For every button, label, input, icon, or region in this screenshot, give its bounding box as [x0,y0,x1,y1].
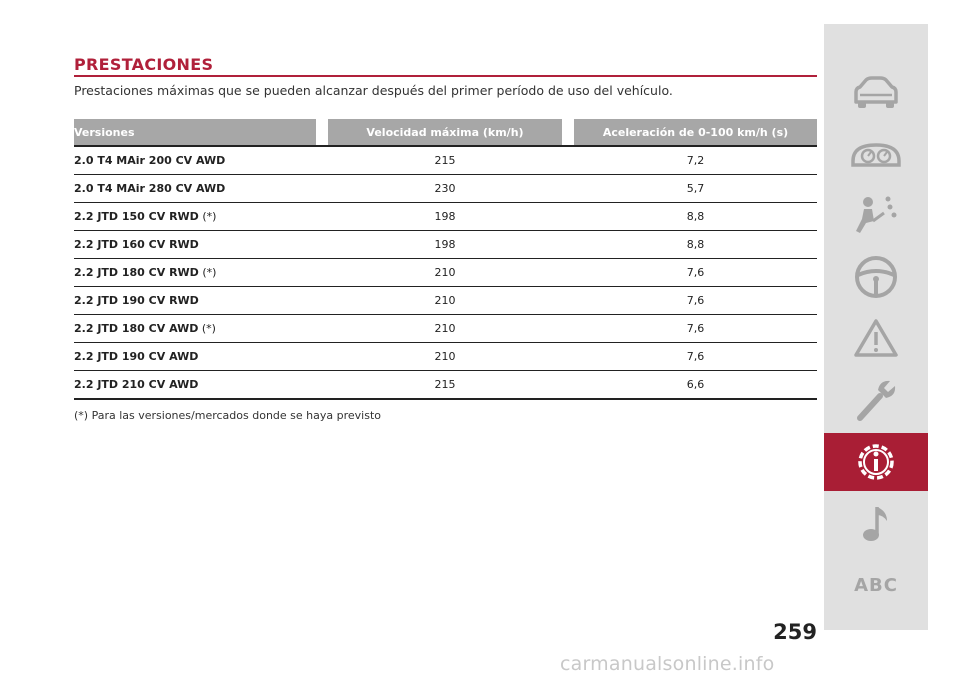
version-name: 2.2 JTD 160 CV RWD [74,238,199,251]
max-speed-cell: 198 [328,231,562,259]
warning-triangle-icon [853,318,899,358]
sidebar-item-car[interactable] [824,64,928,122]
column-gap [316,175,328,203]
max-speed-cell: 210 [328,343,562,371]
watermark: carmanualsonline.info [560,653,775,675]
column-gap [562,147,574,175]
column-gap [562,343,574,371]
column-header-acceleration: Aceleración de 0-100 km/h (s) [574,119,817,145]
sidebar-item-maintenance[interactable] [824,371,928,429]
column-gap [316,119,328,145]
max-speed-cell: 198 [328,203,562,231]
sidebar-item-driving[interactable] [824,248,928,306]
car-icon [850,76,902,110]
version-cell [74,175,316,203]
steering-wheel-icon [854,255,898,299]
sidebar-item-index[interactable] [824,556,928,614]
max-speed-cell: 215 [328,371,562,400]
max-speed-cell: 215 [328,147,562,175]
acceleration-cell: 8,8 [574,203,817,231]
version-cell [74,371,316,400]
column-gap [316,147,328,175]
version-name: 2.2 JTD 210 CV AWD [74,378,199,391]
column-gap [562,259,574,287]
music-note-icon [861,503,891,543]
max-speed-cell: 230 [328,175,562,203]
column-gap [562,175,574,203]
version-name: 2.2 JTD 190 CV AWD [74,350,199,363]
page-title: PRESTACIONES [74,55,214,74]
table-row [74,175,817,203]
version-name: 2.0 T4 MAir 200 CV AWD [74,154,226,167]
airbag-passenger-icon [854,195,898,235]
table-row [74,203,817,231]
footnote-mark: (*) [198,266,217,279]
column-gap [562,231,574,259]
column-gap [562,315,574,343]
max-speed-cell: 210 [328,259,562,287]
index-label: ABC [854,574,898,596]
page-number: 259 [773,620,817,644]
table-row [74,259,817,287]
table-row [74,315,817,343]
page-subtitle: Prestaciones máximas que se pueden alcanzar después del primer período de uso del vehículo. [74,83,673,98]
max-speed-cell: 210 [328,287,562,315]
version-name: 2.2 JTD 150 CV RWD [74,210,199,223]
chapter-sidebar [824,24,928,630]
acceleration-cell: 5,7 [574,175,817,203]
version-cell [74,315,316,343]
acceleration-cell: 7,2 [574,147,817,175]
table-row [74,371,817,400]
column-gap [562,371,574,400]
column-gap [562,203,574,231]
column-gap [316,343,328,371]
acceleration-cell: 7,6 [574,315,817,343]
column-gap [316,287,328,315]
sidebar-item-multimedia[interactable] [824,494,928,552]
footnote-mark: (*) [198,322,216,335]
acceleration-cell: 7,6 [574,287,817,315]
version-name: 2.2 JTD 180 CV RWD [74,266,199,279]
footnote-mark: (*) [198,210,217,223]
table-row [74,287,817,315]
table-row [74,231,817,259]
footnote: (*) Para las versiones/mercados donde se haya previsto [74,409,381,422]
version-cell [74,147,316,175]
column-gap [316,203,328,231]
sidebar-item-safety[interactable] [824,186,928,244]
version-cell [74,231,316,259]
sidebar-item-warnings[interactable] [824,309,928,367]
title-rule [74,75,817,77]
version-name: 2.2 JTD 190 CV RWD [74,294,199,307]
dashboard-gauges-icon [850,139,902,169]
column-header-max-speed: Velocidad máxima (km/h) [328,119,562,145]
column-gap [562,287,574,315]
table-row [74,343,817,371]
version-cell [74,203,316,231]
column-header-versions: Versiones [74,119,316,145]
info-gear-icon [854,440,898,484]
wrench-icon [854,378,898,422]
acceleration-cell: 7,6 [574,259,817,287]
version-cell [74,343,316,371]
column-gap [562,119,574,145]
sidebar-item-dashboard[interactable] [824,125,928,183]
max-speed-cell: 210 [328,315,562,343]
version-cell [74,259,316,287]
column-gap [316,371,328,400]
table-header-row [74,119,817,145]
sidebar-item-technical-data[interactable] [824,433,928,491]
acceleration-cell: 7,6 [574,343,817,371]
column-gap [316,315,328,343]
column-gap [316,231,328,259]
acceleration-cell: 6,6 [574,371,817,400]
acceleration-cell: 8,8 [574,231,817,259]
table-row [74,147,817,175]
column-gap [316,259,328,287]
performance-table [74,119,817,400]
version-cell [74,287,316,315]
version-name: 2.0 T4 MAir 280 CV AWD [74,182,226,195]
version-name: 2.2 JTD 180 CV AWD [74,322,199,335]
